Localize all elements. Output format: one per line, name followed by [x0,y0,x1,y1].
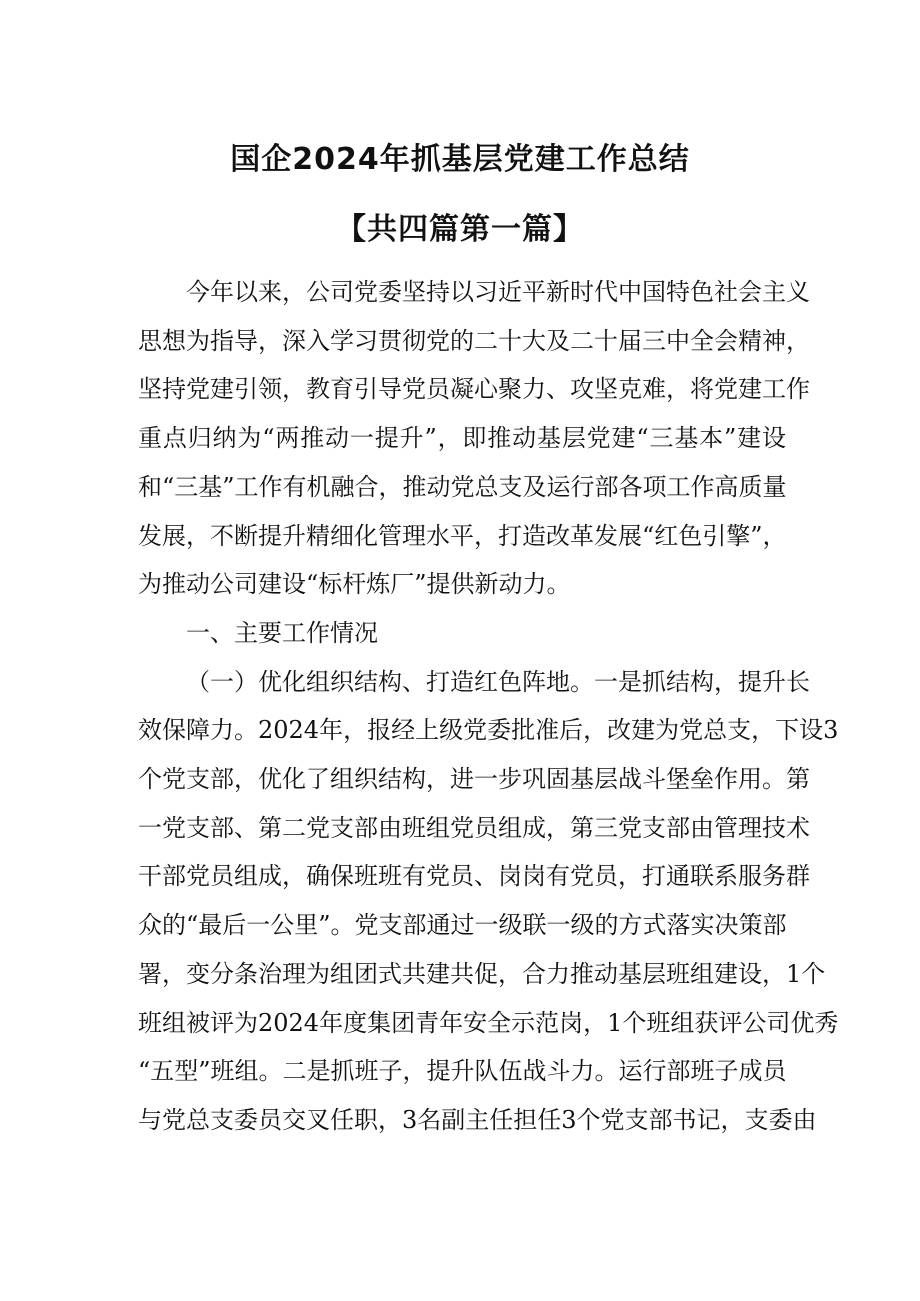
text-line: 发展，不断提升精细化管理水平，打造改革发展“红色引擎”， [138,521,787,550]
text-line: 与党总支委员交叉任职，3名副主任担任3个党支部书记，支委由 [138,1105,817,1134]
paragraph-section-1 [138,658,839,1145]
text-line: 效保障力。2024年，报经上级党委批准后，改建为党总支，下设3 [138,716,839,745]
text-line: “五型”班组。二是抓班子，提升队伍战斗力。运行部班子成员 [138,1057,787,1086]
text-line: 思想为指导，深入学习贯彻党的二十大及二十届三中全会精神， [138,326,810,355]
text-line: 为推动公司建设“标杆炼厂”提供新动力。 [138,570,571,599]
text-line: 班组被评为2024年度集团青年安全示范岗，1个班组获评公司优秀 [138,1008,839,1037]
text-line: 个党支部，优化了组织结构，进一步巩固基层战斗堡垒作用。第 [138,765,810,794]
text-line: （一）优化组织结构、打造红色阵地。一是抓结构，提升长 [186,667,810,696]
text-line: 重点归纳为“两推动一提升”，即推动基层党建“三基本”建设 [138,424,786,453]
text-line: 干部党员组成，确保班班有党员、岗岗有党员，打通联系服务群 [138,862,810,891]
document-title: 国企2024年抓基层党建工作总结 [230,142,690,177]
text-line: 今年以来，公司党委坚持以习近平新时代中国特色社会主义 [186,278,810,306]
text-line: 坚持党建引领，教育引导党员凝心聚力、攻坚克难，将党建工作 [138,375,810,404]
text-line: 一党支部、第二党支部由班组党员组成，第三党支部由管理技术 [138,813,810,842]
text-line: 署，变分条治理为组团式共建共促，合力推动基层班组建设，1个 [138,959,826,988]
text-line: 和“三基”工作有机融合，推动党总支及运行部各项工作高质量 [138,472,787,501]
document-subtitle: 【共四篇第一篇】 [336,212,584,247]
paragraph-intro [138,268,810,609]
text-line: 一、主要工作情况 [186,618,378,647]
text-line: 众的“最后一公里”。党支部通过一级联一级的方式落实决策部 [138,911,787,940]
document-body [138,268,839,1145]
section-heading [138,609,786,658]
